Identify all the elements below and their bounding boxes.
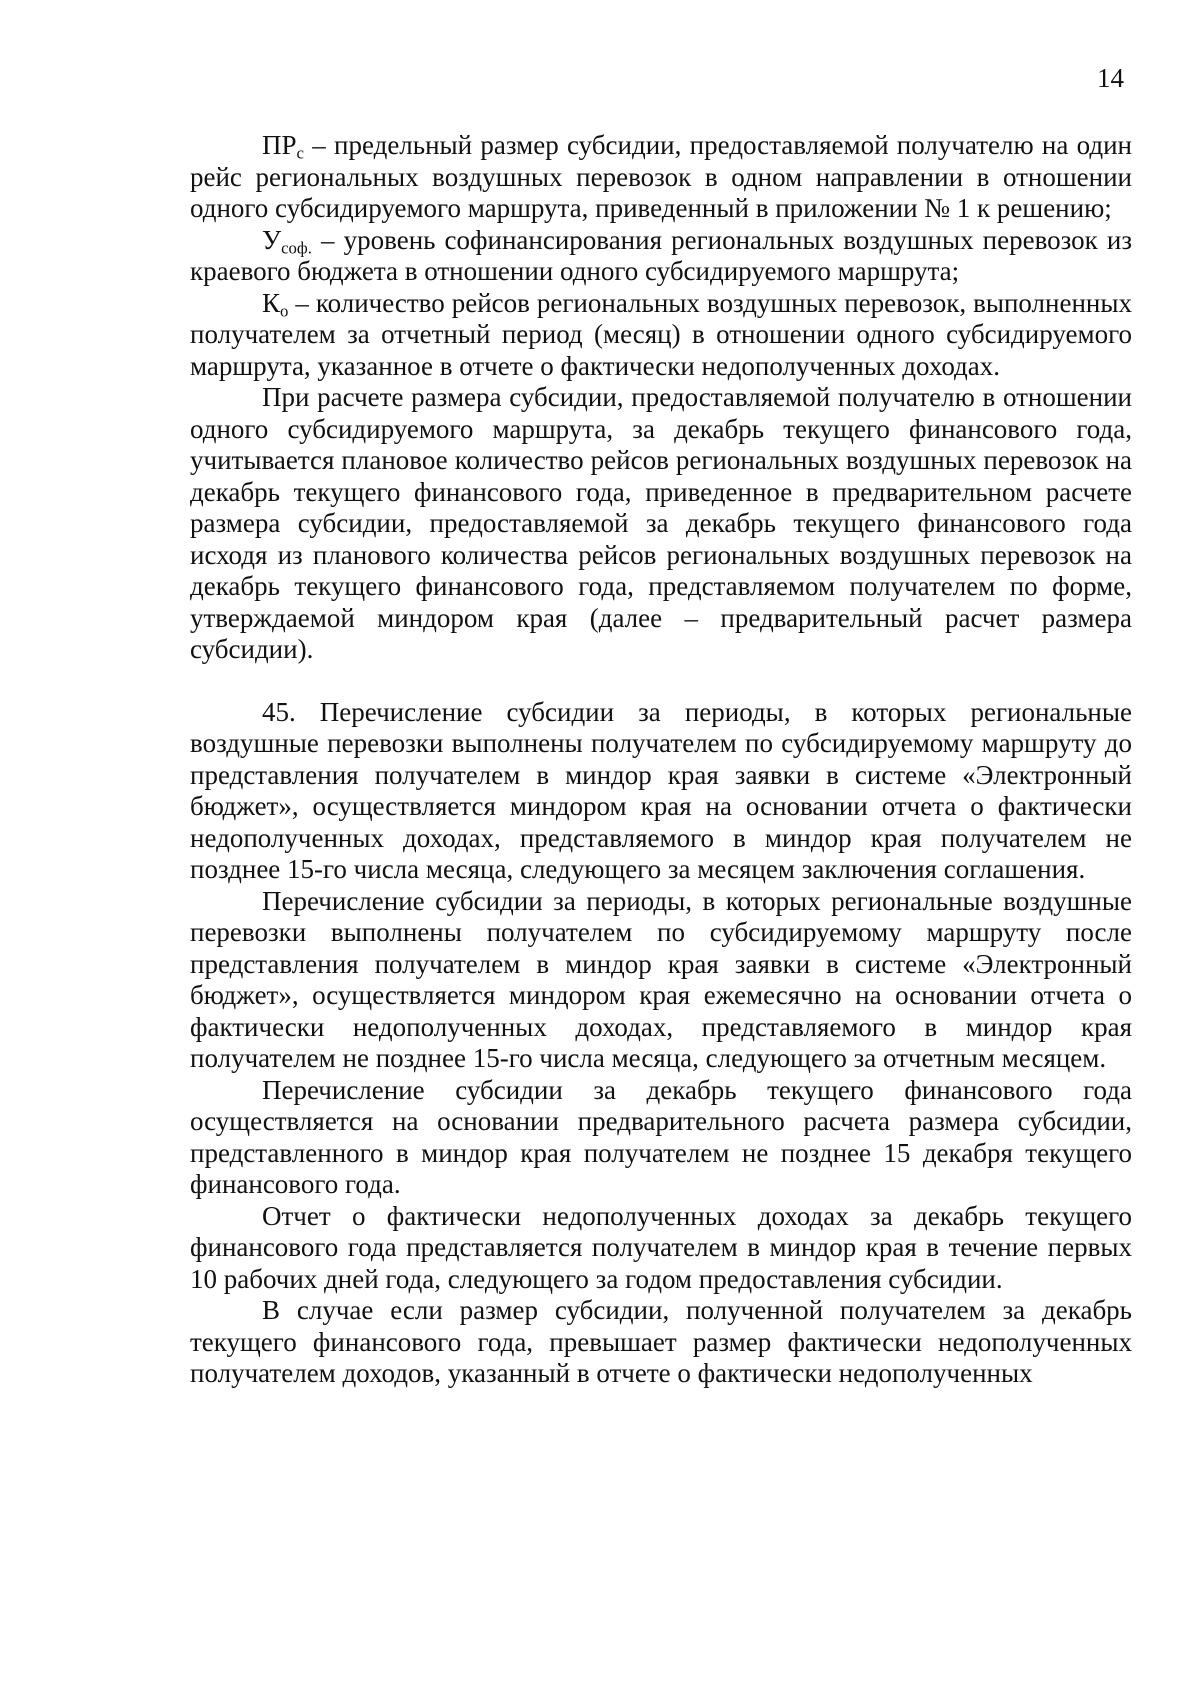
symbol-k-subscript: о (280, 301, 289, 321)
definition-pr (190, 130, 1132, 225)
symbol-k-base: К (262, 287, 281, 318)
definition-k (190, 288, 1132, 383)
symbol-k (262, 287, 289, 321)
paragraph-december-transfer: Перечисление субсидии за декабрь текущего финансового года осуществляется на основании предварительного расчета размера субсидии, представленного в миндор края получателем не позднее 15 декабря текущего финансового года. (190, 1074, 1132, 1199)
definition-u-text: – уровень софинансирования региональных воздушных перевозок из краевого бюджета в отношении одного субсидируемого маршрута; (190, 224, 1132, 286)
symbol-u (262, 224, 312, 258)
paragraph-excess-case: В случае если размер субсидии, полученной получателем за декабрь текущего финансового года, превышает размер фактически недополученных получателем доходов, указанный в отчете о фактически недополученных (190, 1295, 1132, 1388)
paragraph-after-application: Перечисление субсидии за периоды, в которых региональные воздушные перевозки выполнены получателем по субсидируемому маршруту после представления получателем в миндор края заявки в системе «Электронный бюджет», осуществляется миндором края ежемесячно на основании отчета о фактически недополученных доходах, представляемого в миндор края получателем не позднее 15-го числа месяца, следующего за отчетным месяцем. (190, 885, 1132, 1073)
symbol-pr (262, 130, 304, 163)
symbol-pr-base: ПР (262, 130, 297, 160)
page-number: 14 (1097, 63, 1124, 93)
definition-pr-text: – предельный размер субсидии, предоставляемой получателю на один рейс региональных воздушных перевозок в одном направлении в отношении одного субсидируемого маршрута, приведенный в приложении № 1 к решению; (190, 130, 1132, 223)
paragraph-december-calculation: При расчете размера субсидии, предоставляемой получателю в отношении одного субсидируемого маршрута, за декабрь текущего финансового года, учитывается плановое количество рейсов региональных воздушных перевозок на декабрь текущего финансового года, приведенное в предварительном расчете размера субсидии, предоставляемой за декабрь текущего финансового года исходя из планового количества рейсов региональных воздушных перевозок на декабрь текущего финансового года, представляемом получателем по форме, утверждаемой миндором края (далее – предварительный расчет размера субсидии). (190, 382, 1132, 664)
symbol-pr-subscript: с (296, 143, 304, 163)
paragraph-december-report: Отчет о фактически недополученных доходах за декабрь текущего финансового года представляется получателем в миндор края в течение первых 10 рабочих дней года, следующего за годом предоставления субсидии. (190, 1200, 1132, 1294)
symbol-u-base: У (262, 224, 282, 255)
document-body (190, 130, 1132, 1390)
symbol-u-subscript: соф. (281, 238, 312, 258)
definition-k-text: – количество рейсов региональных воздушных перевозок, выполненных получателем за отчетный период (месяц) в отношении одного субсидируемого маршрута, указанное в отчете о фактически недополученных доходах. (190, 287, 1132, 381)
paragraph-45: 45. Перечисление субсидии за периоды, в которых региональные воздушные перевозки выполнены получателем по субсидируемому маршруту до представления получателем в миндор края заявки в системе «Электронный бюджет», осуществляется миндором края на основании отчета о фактически недополученных доходах, представляемого в миндор края получателем не позднее 15-го числа месяца, следующего за месяцем заключения соглашения. (190, 696, 1132, 884)
definition-u (190, 225, 1132, 288)
